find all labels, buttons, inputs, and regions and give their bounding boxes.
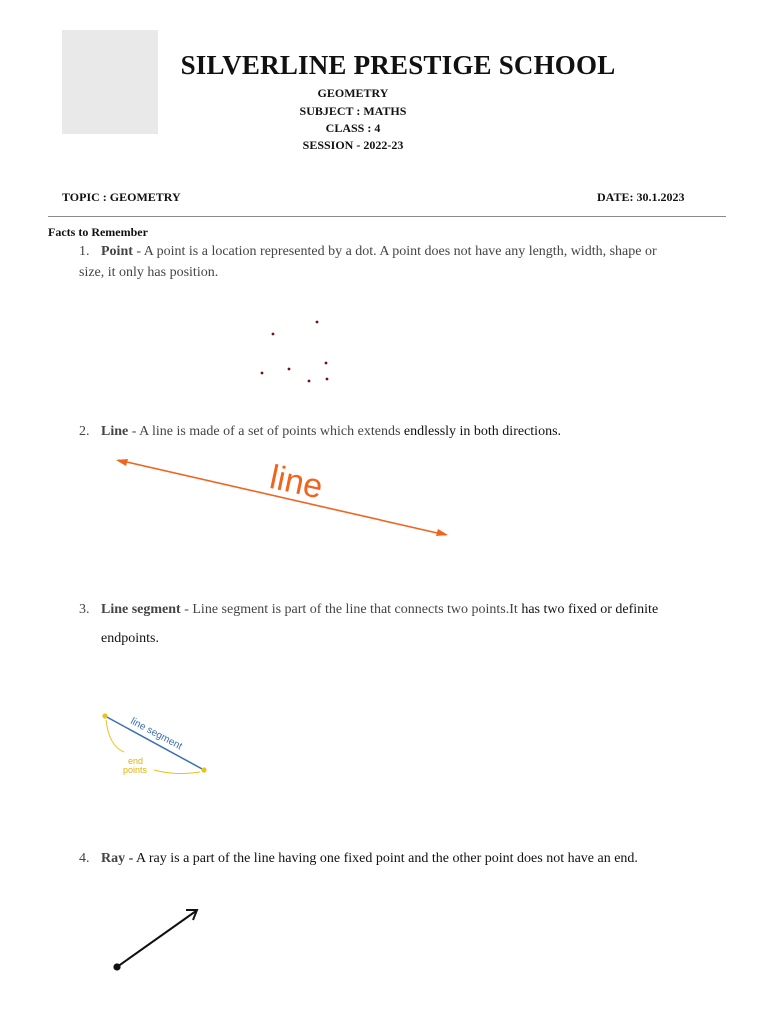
ray-figure xyxy=(108,904,218,984)
fact-ray xyxy=(79,848,719,869)
point-dot xyxy=(288,368,291,371)
term-ray: Ray xyxy=(101,851,126,866)
line-figure xyxy=(110,450,470,550)
ray-endpoint xyxy=(113,963,120,970)
line-arrowhead-left xyxy=(116,459,128,466)
line-label: line xyxy=(266,458,327,507)
point-definition-line2: size, it only has position. xyxy=(79,265,219,280)
subtitle-class: CLASS : 4 xyxy=(325,121,381,135)
point-dot xyxy=(325,362,328,365)
point-dot xyxy=(272,333,275,336)
line-definition-a: - A line is made of a set of points which extends xyxy=(131,424,401,439)
segment-definition-line2: endpoints. xyxy=(101,631,159,646)
segment-definition-a: - Line segment is part of the line that connects two points.It xyxy=(184,602,518,617)
date-label: DATE: 30.1.2023 xyxy=(597,190,685,204)
section-title: Facts to Remember xyxy=(48,225,148,239)
fact-point xyxy=(79,241,719,283)
item-number: 3. xyxy=(79,602,90,617)
segment-definition-b: has two fixed or definite xyxy=(521,602,659,617)
fact-line xyxy=(79,421,719,442)
segment-endpoint-a xyxy=(102,713,107,718)
line-arrowhead-right xyxy=(436,529,448,536)
school-name: SILVERLINE PRESTIGE SCHOOL xyxy=(180,50,616,80)
point-dot xyxy=(261,372,264,375)
term-point: Point xyxy=(101,244,133,259)
point-definition-line1: - A point is a location represented by a dot. A point does not have any length, width, shape or xyxy=(136,244,657,259)
item-number: 4. xyxy=(79,851,90,866)
ray-definition: - A ray is a part of the line having one fixed point and the other point does not have an end. xyxy=(128,851,638,866)
header-divider xyxy=(48,216,726,217)
line-segment-figure xyxy=(96,706,236,796)
subtitle-subject: SUBJECT : MATHS xyxy=(299,104,407,118)
point-dot xyxy=(308,380,311,383)
item-number: 1. xyxy=(79,244,90,259)
topic-label: TOPIC : GEOMETRY xyxy=(62,190,181,204)
subtitle-session: SESSION - 2022-23 xyxy=(302,138,404,152)
ray-stroke xyxy=(117,911,196,967)
point-dot xyxy=(326,378,329,381)
endpoints-label-1: end xyxy=(128,756,144,766)
item-number: 2. xyxy=(79,424,90,439)
segment-endpoint-b xyxy=(201,767,206,772)
fact-line-segment xyxy=(79,595,719,653)
line-definition-b: endlessly in both directions. xyxy=(403,424,562,439)
segment-label: line segment xyxy=(128,715,184,753)
endpoints-label-2: points xyxy=(123,765,148,775)
point-dot xyxy=(316,321,319,324)
term-line-segment: Line segment xyxy=(101,602,181,617)
points-figure xyxy=(240,306,360,396)
subtitle-geometry: GEOMETRY xyxy=(317,86,389,100)
term-line: Line xyxy=(101,424,129,439)
endpoint-pointer-b xyxy=(154,770,200,774)
segment-stroke xyxy=(105,716,204,770)
